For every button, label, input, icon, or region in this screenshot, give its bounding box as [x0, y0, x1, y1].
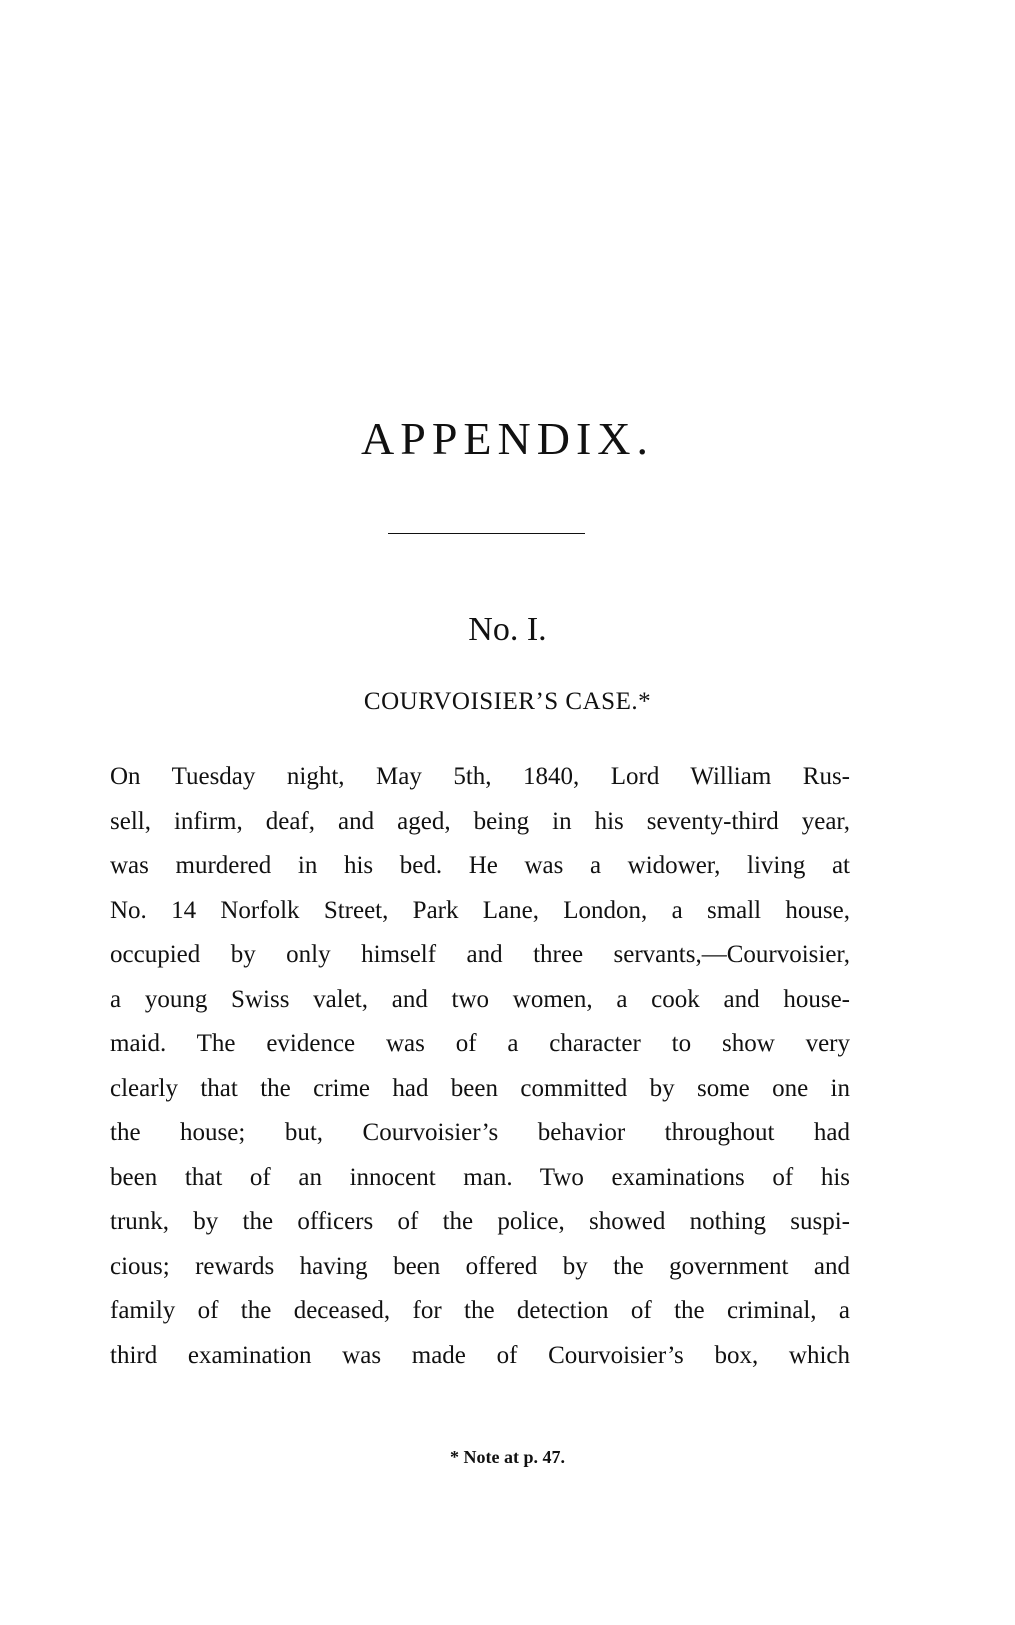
body-line: occupied by only himself and three servants,—Courvoisier, — [110, 941, 850, 968]
heading-divider — [388, 533, 585, 534]
body-line: No. 14 Norfolk Street, Park Lane, London, a small house, — [110, 896, 850, 924]
body-line: cious; rewards having been offered by the government and — [110, 1252, 850, 1280]
section-number: No. I. — [468, 611, 547, 648]
body-line: family of the deceased, for the detection of the criminal, a — [110, 1297, 850, 1324]
body-line: clearly that the crime had been committed by some one in — [110, 1074, 850, 1102]
body-text — [110, 755, 850, 1378]
footnote: * Note at p. 47. — [450, 1447, 565, 1467]
body-line: been that of an innocent man. Two examinations of his — [110, 1163, 850, 1191]
case-title: COURVOISIER’S CASE.* — [363, 688, 652, 715]
body-line: maid. The evidence was of a character to show very — [110, 1030, 850, 1057]
body-line: the house; but, Courvoisier’s behavior throughout had — [110, 1119, 850, 1146]
body-line: trunk, by the officers of the police, showed nothing suspi- — [110, 1208, 850, 1235]
body-line: was murdered in his bed. He was a widower, living at — [110, 852, 850, 879]
body-line: third examination was made of Courvoisier’s box, which — [110, 1341, 850, 1369]
page-heading: APPENDIX. — [361, 413, 654, 464]
body-line: a young Swiss valet, and two women, a cook and house- — [110, 985, 850, 1013]
body-line: sell, infirm, deaf, and aged, being in his seventy-third year, — [110, 807, 850, 835]
body-line: On Tuesday night, May 5th, 1840, Lord William Rus- — [110, 763, 850, 790]
